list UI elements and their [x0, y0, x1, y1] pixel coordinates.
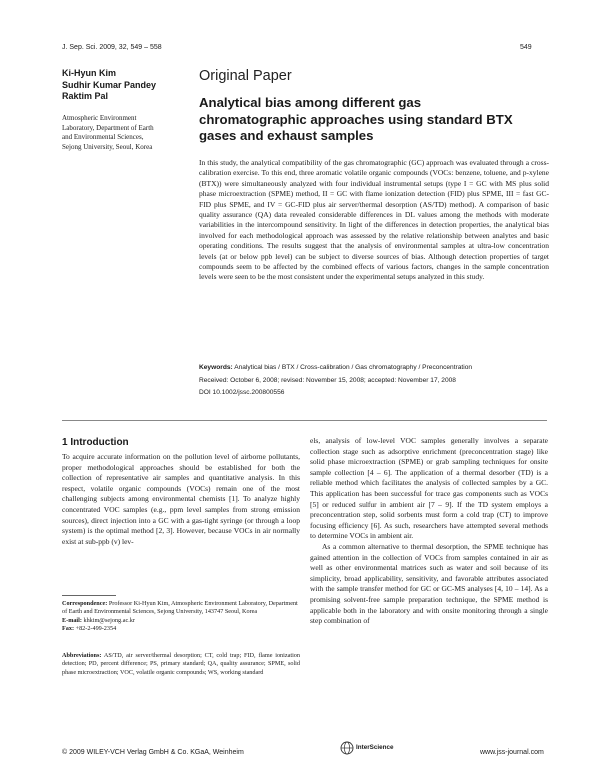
journal-website[interactable]: www.jss-journal.com [480, 749, 544, 756]
section-heading: 1 Introduction [62, 437, 129, 448]
keywords-text: Analytical bias / BTX / Cross-calibration / Gas chromatography / Preconcentration [234, 364, 473, 371]
logo-text: InterScience [356, 744, 394, 751]
affiliation [62, 114, 190, 152]
page-number: 549 [520, 44, 532, 51]
correspondence-body [62, 600, 300, 617]
title-line: gases and exhaust samples [199, 128, 374, 143]
correspondence-label: Correspondence: [62, 600, 108, 607]
paragraph: els, analysis of low-level VOC samples generally involves a separate collection stage such as adsorptive enrichment (preconcentration stage) like solid phase microextraction (SPME) or grab sampling techniques for onsite sample collection [4 – 6]. The application of a thermal desorber (TD) is a reliable method which facilitates the analysis of collected samples by a GC. This application has been successful for trace gas components such as VOCs [5] or reduced sulfur in ambient air [7 – 9]. If the TD system employs a preconcentration step, solid sorbents must form a cold trap (CT) to improve focusing efficiency [6]. As such, researchers have attempted several methods to determine VOCs in ambient air. [310, 436, 548, 541]
article-type-label: Original Paper [199, 68, 292, 84]
correspondence-text: Professor Ki-Hyun Kim, Atmospheric Environment Laboratory, Department of Earth and Environmental Sciences, Sejong University, 143747 Seoul, Korea [62, 600, 298, 616]
email-label: E-mail: [62, 616, 82, 624]
intro-right-column [310, 436, 548, 627]
keywords-label: Keywords: [199, 364, 233, 371]
correspondence-fax [62, 625, 300, 633]
interscience-logo [340, 740, 402, 756]
section-divider [62, 420, 547, 421]
affiliation-line: Sejong University, Seoul, Korea [62, 142, 153, 151]
title-line: chromatographic approaches using standard BTX [199, 111, 513, 127]
fax-number: +82-2-499-2354 [75, 625, 117, 633]
paragraph: To acquire accurate information on the pollution level of airborne pollutants, proper methodological approaches should be established for both the collection of representative air samples and quantitative analysis. In this respect, volatile organic compounds (VOCs) remain one of the most challenging subjects among environmental chemists [1]. To analyze highly concentrated VOC samples (e.g., ppm level samples from strong emission sources), direct injection into a GC with a gas-tight syringe (or through a loop system) is the optimal method [2, 3]. However, because VOCs in air normally exist at sub-ppb (v) lev- [62, 452, 300, 546]
correspondence [62, 600, 300, 634]
paragraph: As a common alternative to thermal desorption, the SPME technique has gained attention in the collection of VOCs from samples contained in air as well as other environmental matrices such as water and soil because of its simplicity, broad applicability, sensitivity, and favorable attributes associated with the sample transfer method for GC or GC-MS analyses [4, 10 – 14]. As a promising solvent-free sample preparation technique, the SPME method is applicable both in the laboratory and with onsite monitoring through a single step combination of [310, 541, 548, 626]
fax-label: Fax: [62, 625, 75, 633]
abbreviations [62, 652, 300, 677]
author-list [62, 68, 156, 103]
affiliation-line: Laboratory, Department of Earth [62, 123, 154, 132]
journal-citation: J. Sep. Sci. 2009, 32, 549 – 558 [62, 44, 162, 51]
doi: DOI 10.1002/jssc.200800556 [199, 389, 285, 396]
correspondence-email [62, 617, 300, 625]
intro-left-column [62, 452, 300, 547]
abbreviations-label: Abbreviations: [62, 652, 102, 659]
received-dates: Received: October 6, 2008; revised: November 15, 2008; accepted: November 17, 2008 [199, 377, 456, 384]
author-name: Raktim Pal [62, 91, 109, 101]
affiliation-line: Atmospheric Environment [62, 114, 137, 122]
title-line: Analytical bias among different gas [199, 95, 422, 110]
abbreviations-text: AS/TD, air server/thermal desorption; CT, cold trap; FID, flame ionization detection; PD, percent difference; PS, primary standard; QA, quality assurance; SPME, solid phase microextraction; VOC, volatile organic compounds; WS, working standard [62, 652, 300, 676]
copyright-notice: © 2009 WILEY-VCH Verlag GmbH & Co. KGaA, Weinheim [62, 749, 244, 756]
author-name: Sudhir Kumar Pandey [62, 79, 157, 90]
globe-icon [340, 741, 354, 755]
paper-title [199, 95, 549, 145]
author-name: Ki-Hyun Kim [62, 68, 116, 78]
affiliation-line: and Environmental Sciences, [62, 133, 144, 142]
email-address[interactable]: khkim@sejong.ac.kr [83, 616, 135, 624]
keywords [199, 363, 549, 372]
abstract: In this study, the analytical compatibility of the gas chromatographic (GC) approach was evaluated through a cross-calibration exercise. To this end, three aromatic volatile organic compounds (VOCs: benzene, toluene, and p-xylene (BTX)) were simultaneously analyzed with four individual instrumental setups (type I = GC with MS plus solid phase microextraction (SPME) method, II = GC with flame ionization detection (FID) plus SPME, III = fast GC-FID plus SPME, and IV = GC-FID plus air server/thermal desorption (AS/TD) method). A comparison of basic quality assurance (QA) data revealed considerable differences in DL values among the methods with moderate variabilities in the intercompound sensitivity. In light of the differences in detection properties, the analytical bias involved for each methodological approach was assessed by the relative relationship between analytes and basic operating conditions. The results suggest that the analysis of environmental samples at ultra-low concentration levels (at or below ppb level) can be subject to diverse sources of bias. Although detection properties of target compounds seem to be affected by the combined effects of various factors, changes in the sample concentration levels were seen to be the most consistent under the experimental setups analyzed in this study. [199, 158, 549, 282]
footnote-divider [62, 595, 116, 596]
